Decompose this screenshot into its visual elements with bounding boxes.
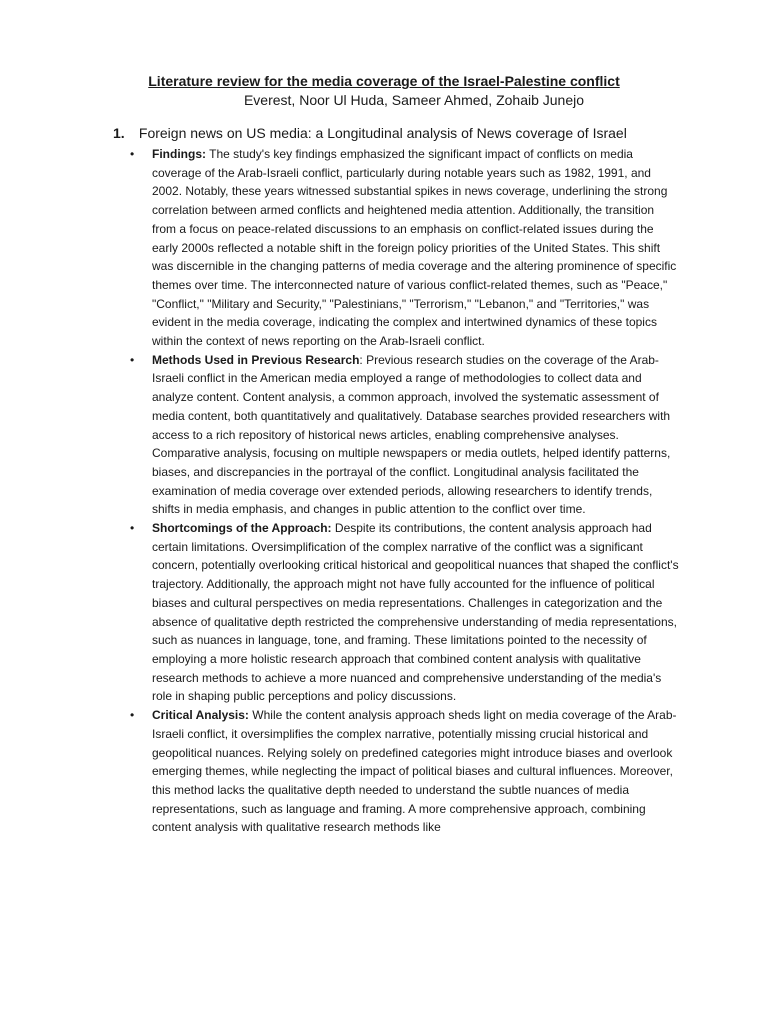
bullet-text: : Previous research studies on the coverage of the Arab-Israeli conflict in the American media employed a range of methodologies to collect data and analyze content. Content analysis, a common approach, involved the systematic assessment of media content, both quantitatively and qualitatively. Database searches provided researchers with access to a rich repository of historical news articles, enabling comprehensive analyses. Comparative analysis, focusing on multiple newspapers or media outlets, helped identify patterns, biases, and discrepancies in the portrayal of the conflict. Longitudinal analysis facilitated the examination of media coverage over extended periods, allowing researchers to identify trends, shifts in media emphasis, and changes in public attention to the conflict over time. — [152, 352, 671, 517]
section-heading — [113, 124, 627, 142]
bullet-item-findings — [128, 145, 680, 351]
bullet-item-methods — [128, 351, 680, 519]
bullet-text: The study's key findings emphasized the significant impact of conflicts on media coverage of the Arab-Israeli conflict, particularly during notable years such as 1982, 1991, and 2002. Notably, these years witnessed substantial spikes in news coverage, underlining the strong correlation between armed conflicts and heightened media attention. Additionally, the transition from a focus on peace-related discussions to an emphasis on conflict-related issues during the early 2000s reflected a notable shift in the foreign policy priorities of the United States. This shift was discernible in the changing patterns of media coverage and the altering prominence of specific themes over time. The interconnected nature of various conflict-related themes, such as "Peace," "Conflict," "Military and Security," "Palestinians," "Terrorism," "Lebanon," and "Territories," was evident in the media coverage, indicating the complex and intertwined dynamics of these topics within the context of news reporting on the Arab-Israeli conflict. — [152, 147, 677, 349]
bullet-icon: • — [130, 521, 135, 536]
bullet-list — [128, 145, 680, 837]
document-title-text: Literature review for the media coverage of the Israel-Palestine conflict — [148, 73, 620, 89]
bullet-text: Despite its contributions, the content analysis approach had certain limitations. Oversimplification of the complex narrative of the conflict was a significant concern, potentially overlooking critical historical and geopolitical nuances that shaped the conflict's trajectory. Additionally, the approach might not have fully accounted for the influence of political biases and cultural perspectives on media representations. Challenges in categorization and the absence of qualitative depth restricted the comprehensive understanding of media representations, such as nuances in language, tone, and framing. These limitations pointed to the necessity of employing a more holistic research approach that combined content analysis with qualitative research methods to achieve a more nuanced and comprehensive understanding of the media's role in shaping public perceptions and policy discussions. — [152, 521, 679, 704]
bullet-item-critical-analysis — [128, 706, 680, 837]
bullet-icon: • — [130, 352, 135, 367]
bullet-lead: Methods Used in Previous Research — [152, 352, 360, 367]
bullet-text: While the content analysis approach sheds light on media coverage of the Arab-Israeli conflict, it oversimplifies the complex narrative, potentially missing crucial historical and geopolitical nuances. Relying solely on predefined categories might introduce biases and overlook emerging themes, while neglecting the impact of political biases and cultural influences. Moreover, this method lacks the qualitative depth needed to understand the subtle nuances of media representations, such as language and framing. A more comprehensive approach, combining content analysis with qualitative research methods like — [152, 708, 677, 835]
bullet-lead: Critical Analysis: — [152, 708, 249, 723]
bullet-icon: • — [130, 147, 135, 161]
bullet-lead: Shortcomings of the Approach: — [152, 521, 332, 536]
section-number: 1. — [113, 125, 125, 141]
section-heading-text: Foreign news on US media: a Longitudinal analysis of News coverage of Israel — [138, 125, 627, 141]
document-authors: Everest, Noor Ul Huda, Sameer Ahmed, Zohaib Junejo — [243, 92, 585, 108]
bullet-item-shortcomings — [128, 519, 680, 706]
document-title — [0, 72, 768, 90]
bullet-icon: • — [130, 708, 135, 723]
bullet-lead: Findings: — [152, 147, 206, 161]
